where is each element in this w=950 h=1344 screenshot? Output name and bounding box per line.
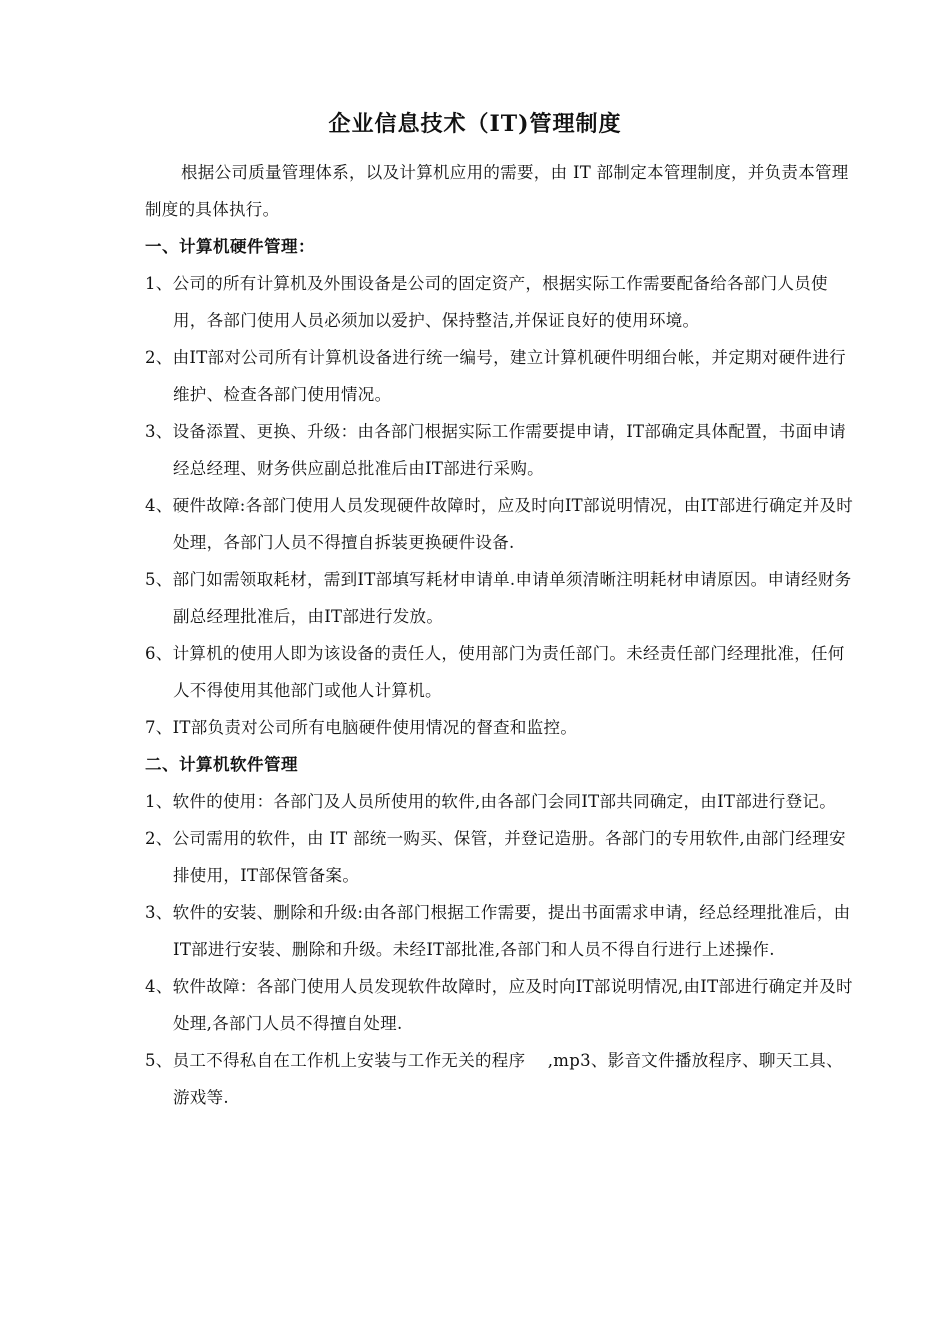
document-body <box>145 154 857 1116</box>
hardware-item-6: 6、计算机的使用人即为该设备的责任人，使用部门为责任部门。未经责任部门经理批准，任何人不得使用其他部门或他人计算机。 <box>145 644 845 700</box>
hardware-item-3: 3、设备添置、更换、升级：由各部门根据实际工作需要提申请，IT部确定具体配置，书面申请经总经理、财务供应副总批准后由IT部进行采购。 <box>145 422 846 478</box>
document-title: 企业信息技术（IT)管理制度 <box>328 111 622 137</box>
software-item-5: 5、员工不得私自在工作机上安装与工作无关的程序 ,mp3、影音文件播放程序、聊天工具、游戏等. <box>145 1051 843 1107</box>
software-item-2: 2、公司需用的软件，由 IT 部统一购买、保管，并登记造册。各部门的专用软件,由部门经理安排使用，IT部保管备案。 <box>145 829 846 885</box>
hardware-item-5: 5、部门如需领取耗材，需到IT部填写耗材申请单.申请单须清晰注明耗材申请原因。申请经财务副总经理批准后，由IT部进行发放。 <box>145 570 852 626</box>
hardware-item-1: 1、公司的所有计算机及外围设备是公司的固定资产，根据实际工作需要配备给各部门人员使用，各部门使用人员必须加以爱护、保持整洁,并保证良好的使用环境。 <box>145 274 828 330</box>
software-item-4: 4、软件故障：各部门使用人员发现软件故障时，应及时向IT部说明情况,由IT部进行确定并及时处理,各部门人员不得擅自处理. <box>145 977 853 1033</box>
section-heading-hardware: 一、计算机硬件管理： <box>145 237 315 256</box>
hardware-item-2: 2、由IT部对公司所有计算机设备进行统一编号，建立计算机硬件明细台帐，并定期对硬件进行维护、检查各部门使用情况。 <box>145 348 846 404</box>
software-item-1: 1、软件的使用：各部门及人员所使用的软件,由各部门会同IT部共同确定，由IT部进行登记。 <box>145 792 836 811</box>
software-item-3: 3、软件的安装、删除和升级:由各部门根据工作需要，提出书面需求申请，经总经理批准后，由IT部进行安装、删除和升级。未经IT部批准,各部门和人员不得自行进行上述操作. <box>145 903 851 959</box>
intro-paragraph: 根据公司质量管理体系，以及计算机应用的需要，由 IT 部制定本管理制度，并负责本管理制度的具体执行。 <box>145 163 849 219</box>
hardware-item-4: 4、硬件故障:各部门使用人员发现硬件故障时，应及时向IT部说明情况，由IT部进行确定并及时处理，各部门人员不得擅自拆装更换硬件设备. <box>145 496 854 552</box>
section-heading-software: 二、计算机软件管理 <box>145 755 298 774</box>
hardware-item-7: 7、IT部负责对公司所有电脑硬件使用情况的督查和监控。 <box>145 718 578 737</box>
